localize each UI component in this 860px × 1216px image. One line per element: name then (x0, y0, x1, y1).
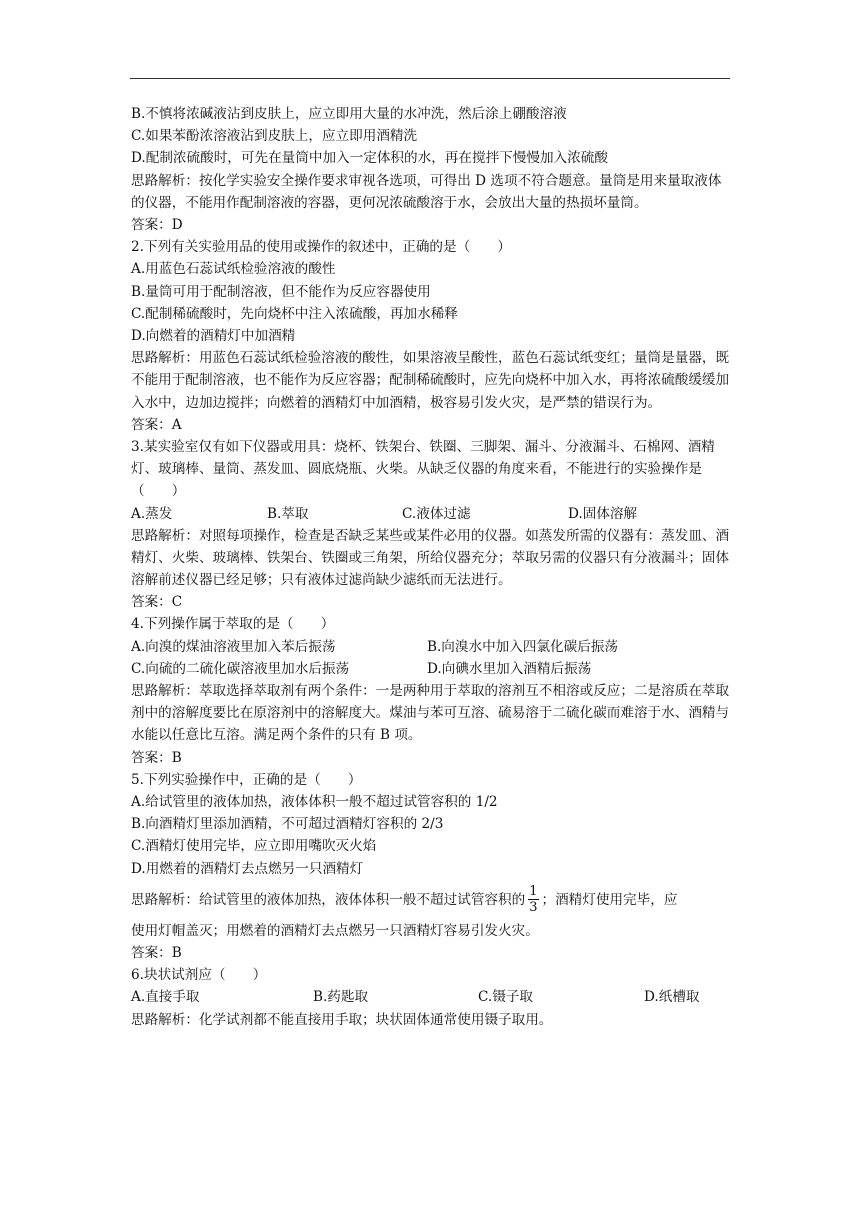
text-paragraph: 思路解析：对照每项操作，检查是否缺乏某些或某件必用的仪器。如蒸发所需的仪器有：蒸发皿、酒精灯、火柴、玻璃棒、铁架台、铁圈或三角架，所给仪器充分；萃取另需的仪器只有分液漏斗；固体溶解前述仪器已经足够；只有液体过滤尚缺少滤纸而无法进行。 (131, 527, 730, 589)
document-body (131, 103, 731, 1031)
option-item: A.直接手取 (131, 989, 200, 1006)
options-row (131, 658, 731, 680)
option-item: D.固体溶解 (568, 505, 638, 522)
text-paragraph: 思路解析：用蓝色石蕊试纸检验溶液的酸性，如果溶液呈酸性，蓝色石蕊试纸变红；量筒是量器，既不能用于配制溶液，也不能作为反应容器；配制稀硫酸时，应先向烧杯中加入水，再将浓硫酸缓缓加入水中，边加边搅拌；向燃着的酒精灯中加酒精，极容易引发火灾，是严禁的错误行为。 (131, 350, 730, 411)
text-line: 答案：A (131, 416, 182, 433)
text-line: B.向酒精灯里添加酒精，不可超过酒精灯容积的 2/3 (131, 816, 444, 833)
options-row (131, 986, 731, 1008)
text-line: 使用灯帽盖灭；用燃着的酒精灯去点燃另一只酒精灯容易引发火灾。 (131, 922, 539, 939)
fraction-denominator: 3 (529, 900, 538, 916)
fraction (528, 884, 538, 915)
text-line: 答案：D (131, 216, 183, 233)
options-row (131, 503, 731, 525)
options-row (131, 636, 731, 658)
text-line: 6.块状试剂应（ ） (131, 967, 267, 984)
text-line: D.用燃着的酒精灯去点燃另一只酒精灯 (131, 860, 364, 877)
text-line: 4.下列操作属于萃取的是（ ） (131, 616, 335, 633)
text-paragraph: 思路解析：萃取选择萃取剂有两个条件：一是两种用于萃取的溶剂互不相溶或反应；二是溶质在萃取剂中的溶解度要比在原溶剂中的溶解度大。煤油与苯可互溶、硫易溶于二硫化碳而难溶于水、酒精与水能以任意比互溶。满足两个条件的只有 B 项。 (131, 683, 730, 744)
text-line: B.量筒可用于配制溶液，但不能作为反应容器使用 (131, 283, 431, 300)
text-line: B.不慎将浓碱液沾到皮肤上，应立即用大量的水冲洗，然后涂上硼酸溶液 (131, 106, 567, 122)
text-line: A.用蓝色石蕊试纸检验溶液的酸性 (131, 261, 336, 278)
option-item: A.蒸发 (131, 505, 173, 522)
text-line: 答案：B (131, 944, 182, 961)
text-line: 答案：B (131, 749, 182, 766)
option-item: B.萃取 (267, 505, 309, 522)
option-item: B.药匙取 (313, 989, 369, 1006)
text-line: 思路解析：化学试剂都不能直接用手取；块状固体通常使用镊子取用。 (131, 1011, 553, 1028)
text-line: C.酒精灯使用完毕，应立即用嘴吹灭火焰 (131, 838, 377, 855)
option-item: D.纸槽取 (644, 989, 700, 1006)
text-line: D.向燃着的酒精灯中加酒精 (131, 327, 296, 344)
option-item: C.液体过滤 (402, 505, 471, 522)
text-line: C.如果苯酚浓溶液沾到皮肤上，应立即用酒精洗 (131, 128, 418, 145)
option-item: D.向碘水里加入酒精后振荡 (427, 660, 592, 677)
option-item: B.向溴水中加入四氯化碳后振荡 (427, 638, 619, 655)
text-line-with-fraction (131, 880, 731, 920)
header-rule (130, 78, 730, 79)
text-segment: 思路解析：给试管里的液体加热，液体体积一般不超过试管容积的 (131, 891, 526, 908)
text-line: D.配制浓硫酸时，可先在量筒中加入一定体积的水，再在搅拌下慢慢加入浓硫酸 (131, 150, 608, 167)
text-line: 5.下列实验操作中，正确的是（ ） (131, 771, 362, 788)
option-item: A.向溴的煤油溶液里加入苯后振荡 (131, 638, 336, 655)
text-line: A.给试管里的液体加热，液体体积一般不超过试管容积的 1/2 (131, 794, 498, 811)
text-line: C.配制稀硫酸时，先向烧杯中注入浓硫酸，再加水稀释 (131, 305, 458, 322)
text-segment: ；酒精灯使用完毕，应 (541, 891, 678, 908)
fraction-numerator: 1 (529, 884, 538, 900)
option-item: C.向硫的二硫化碳溶液里加水后振荡 (131, 660, 350, 677)
option-item: C.镊子取 (478, 989, 534, 1006)
text-paragraph: 3.某实验室仅有如下仪器或用具：烧杯、铁架台、铁圈、三脚架、漏斗、分液漏斗、石棉网、酒精灯、玻璃棒、量筒、蒸发皿、圆底烧瓶、火柴。从缺乏仪器的角度来看，不能进行的实验操作是（ ） (131, 438, 715, 500)
text-line: 答案：C (131, 594, 183, 611)
text-line: 2.下列有关实验用品的使用或操作的叙述中，正确的是（ ） (131, 239, 511, 256)
text-paragraph: 思路解析：按化学实验安全操作要求审视各选项，可得出 D 选项不符合题意。量筒是用来量取液体的仪器，不能用作配制溶液的容器，更何况浓硫酸溶于水，会放出大量的热损坏量筒。 (131, 172, 722, 211)
